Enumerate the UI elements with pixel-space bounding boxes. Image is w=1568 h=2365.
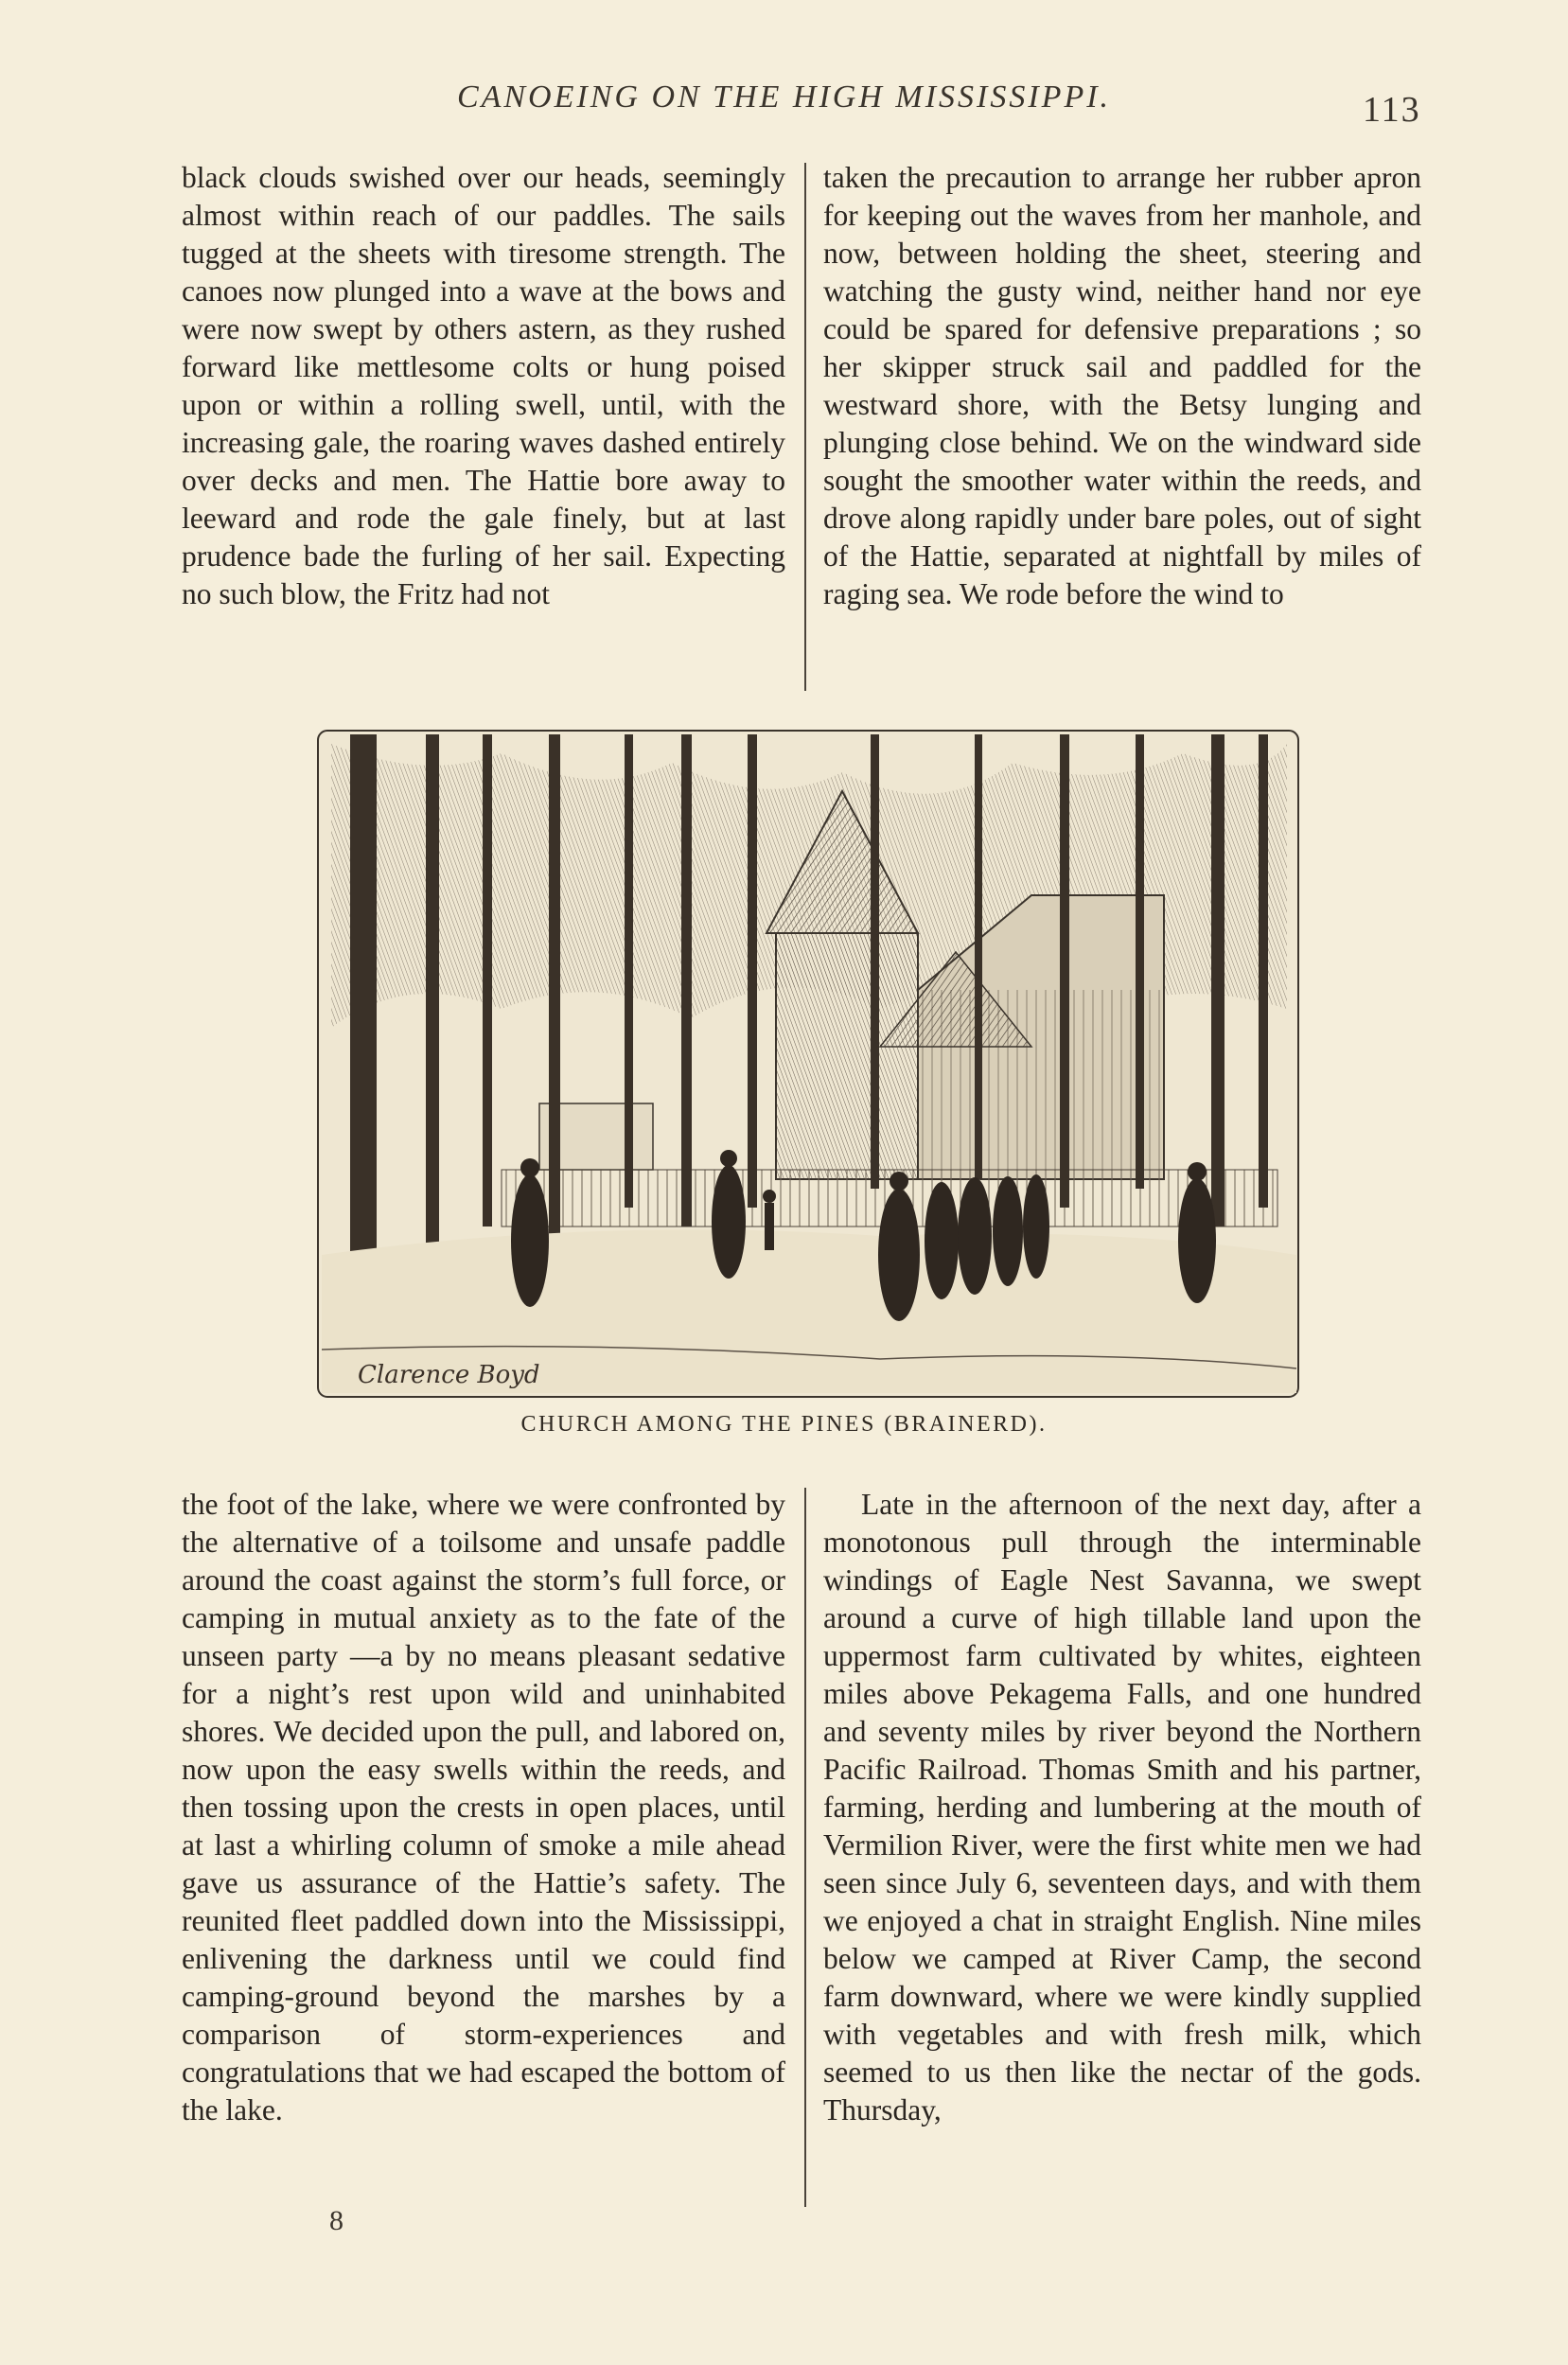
paragraph: black clouds swished over our heads, seemingly almost within reach of our paddles. The sails tugged at the sheets with tiresome strength. The canoes now plunged into a wave at the bows and were now swept by others astern, as they rushed forward like mettlesome colts or hung poised upon or within a rolling swell, until, with the increasing gale, the roaring waves dashed entirely over decks and men. The Hattie bore away to leeward and rode the gale finely, but at last prudence bade the furling of her sail. Expecting no such blow, the Fritz had not bbox=[182, 161, 785, 610]
running-title: CANOEING ON THE HIGH MISSISSIPPI. bbox=[456, 79, 1112, 115]
bottom-left-column bbox=[182, 1486, 785, 2129]
illustration-caption: CHURCH AMONG THE PINES (BRAINERD). bbox=[520, 1412, 1048, 1437]
page-number: 113 bbox=[1363, 90, 1421, 130]
bottom-right-column bbox=[823, 1486, 1421, 2129]
column-rule bbox=[804, 163, 806, 691]
paragraph: taken the precaution to arrange her rubber apron for keeping out the waves from her manhole, and now, between holding the sheet, steering and watching the gusty wind, neither hand nor eye could be spared for defensive preparations ; so her skipper struck sail and paddled for the westward shore, with the Betsy lunging and plunging close behind. We on the windward side sought the smoother water within the reeds, and drove along rapidly under bare poles, out of sight of the Hattie, separated at nightfall by miles of raging sea. We rode before the wind to bbox=[823, 161, 1421, 610]
paragraph: the foot of the lake, where we were confronted by the alternative of a toilsome and unsafe paddle around the coast against the storm’s full force, or camping in mutual anxiety as to the fate of the unseen party —a by no means pleasant sedative for a night’s rest upon wild and uninhabited shores. We decided upon the pull, and labored on, now upon the easy swells within the reeds, and then tossing upon the crests in open places, until at last a whirling column of smoke a mile ahead gave us assurance of the Hattie’s safety. The reunited fleet paddled down into the Mississippi, enlivening the darkness until we could find camping-ground beyond the marshes by a comparison of storm-experiences and congratulations that we had escaped the bottom of the lake. bbox=[182, 1488, 785, 2127]
artist-signature: Clarence Boyd bbox=[358, 1361, 540, 1389]
church-among-pines-illustration bbox=[312, 725, 1304, 1403]
signature-mark: 8 bbox=[329, 2205, 344, 2236]
top-right-column bbox=[823, 159, 1421, 613]
column-rule bbox=[804, 1488, 806, 2207]
paragraph: Late in the afternoon of the next day, after a monotonous pull through the interminable windings of Eagle Nest Savanna, we swept around a curve of high tillable land upon the uppermost farm cultivated by whites, eighteen miles above Pekagema Falls, and one hundred and seventy miles by river beyond the Northern Pacific Railroad. Thomas Smith and his partner, farming, herding and lumbering at the mouth of Vermilion River, were the first white men we had seen since July 6, seventeen days, and with them we enjoyed a chat in straight English. Nine miles below we camped at River Camp, the second farm downward, where we were kindly supplied with vegetables and with fresh milk, which seemed to us then like the nectar of the gods. Thursday, bbox=[823, 1488, 1421, 2127]
top-left-column bbox=[182, 159, 785, 613]
